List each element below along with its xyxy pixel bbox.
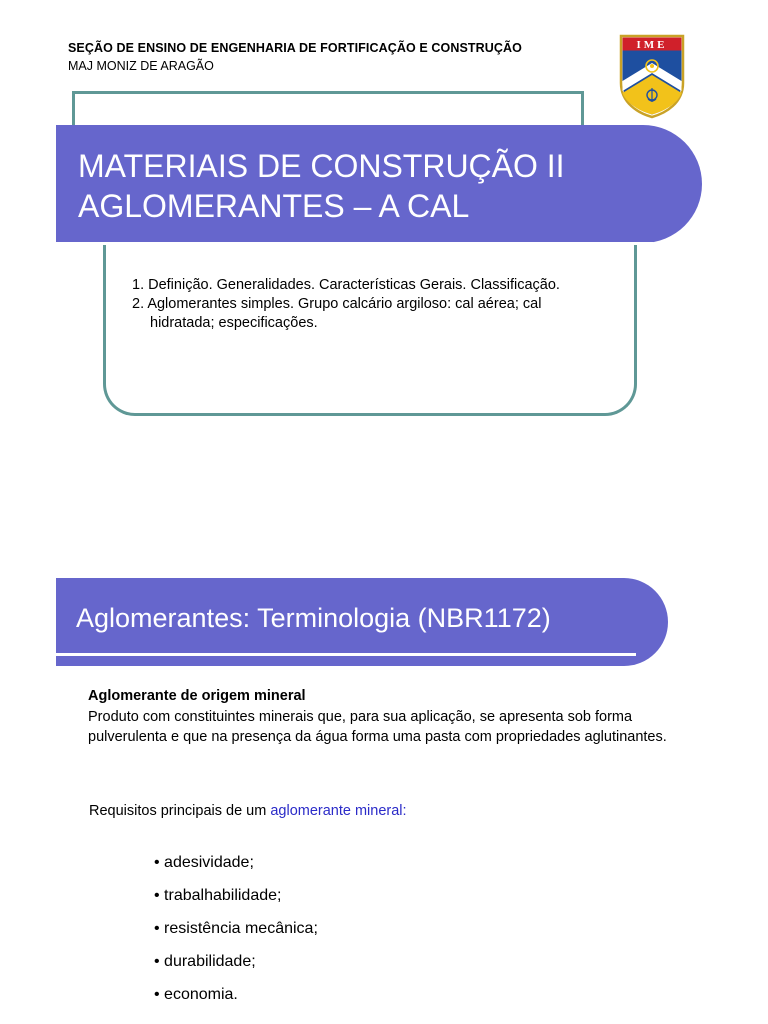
topic-item-2-text: 2. Aglomerantes simples. Grupo calcário argiloso: cal aérea; cal (132, 296, 542, 312)
requirements-list (154, 852, 318, 1017)
slide2-title: Aglomerantes: Terminologia (NBR1172) (76, 603, 551, 633)
list-item: • resistência mecânica; (154, 920, 318, 937)
slide1-title (78, 146, 565, 226)
definition-body: Produto com constituintes minerais que, para sua aplicação, se apresenta sob forma pulverulenta e que na presença da água forma uma pasta com propriedades aglutinantes. (88, 709, 667, 745)
list-item: • trabalhabilidade; (154, 887, 282, 904)
slide2-banner-underline (56, 653, 636, 656)
svg-text:IME: IME (636, 39, 668, 51)
topic-item-2-continuation: hidratada; especificações. (150, 315, 318, 331)
requirements-intro (89, 803, 407, 819)
definition-title: Aglomerante de origem mineral (88, 688, 306, 704)
list-item: • durabilidade; (154, 953, 256, 970)
list-item: • adesividade; (154, 854, 254, 871)
slide1-title-line1: MATERIAIS DE CONSTRUÇÃO II (78, 148, 565, 184)
requirements-intro-text: Requisitos principais de um (89, 803, 271, 819)
list-item: • economia. (154, 986, 238, 1003)
slide1-topic-list (132, 276, 632, 333)
slide1-title-line2: AGLOMERANTES – A CAL (78, 188, 470, 224)
topic-item-1: 1. Definição. Generalidades. Características Gerais. Classificação. (132, 277, 560, 293)
author-name: MAJ MONIZ DE ARAGÃO (68, 59, 214, 73)
topic-item-2 (132, 295, 632, 333)
section-title: SEÇÃO DE ENSINO DE ENGENHARIA DE FORTIFICAÇÃO E CONSTRUÇÃO (68, 41, 522, 55)
requirements-highlight: aglomerante mineral: (270, 803, 407, 819)
ime-shield-logo (618, 33, 686, 119)
